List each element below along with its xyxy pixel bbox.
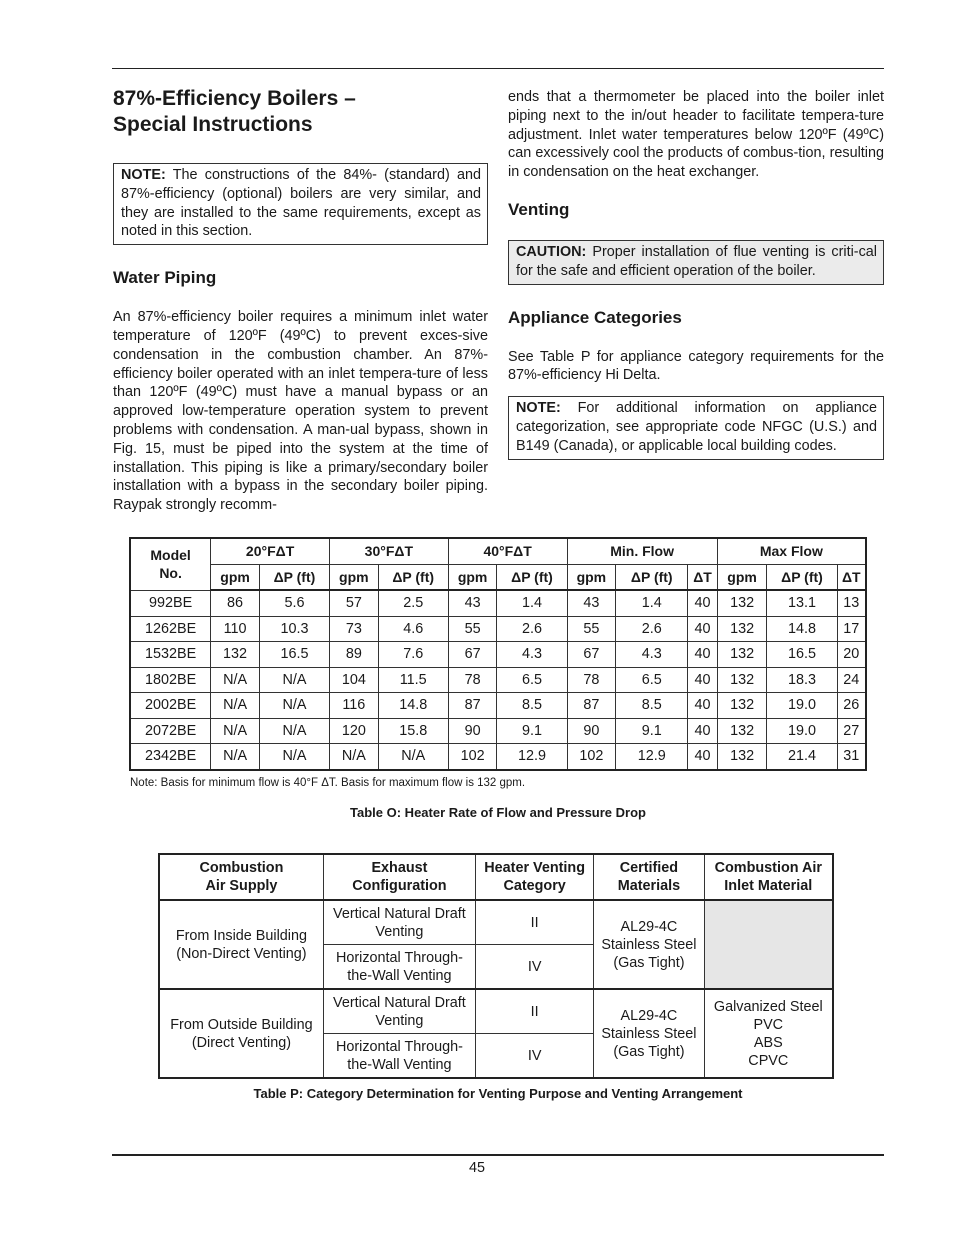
value-cell: 78 bbox=[448, 667, 497, 693]
table-row bbox=[130, 642, 866, 668]
value-cell: 67 bbox=[567, 642, 616, 668]
left-column bbox=[113, 86, 488, 515]
value-cell: 15.8 bbox=[378, 718, 448, 744]
value-cell: 132 bbox=[717, 693, 767, 719]
flow-table-body bbox=[130, 590, 866, 770]
col-header: Combustion Air Inlet Material bbox=[704, 854, 833, 900]
value-cell: 132 bbox=[717, 616, 767, 642]
value-cell: 78 bbox=[567, 667, 616, 693]
value-cell: 1.4 bbox=[497, 590, 567, 616]
note-label-2: NOTE: bbox=[516, 400, 561, 417]
value-cell: 102 bbox=[448, 744, 497, 770]
water-piping-title: Water Piping bbox=[113, 268, 217, 288]
value-cell: N/A bbox=[211, 667, 260, 693]
value-cell: 110 bbox=[211, 616, 260, 642]
value-cell: 132 bbox=[211, 642, 260, 668]
col-header: Combustion Air Supply bbox=[159, 854, 323, 900]
table-row bbox=[130, 718, 866, 744]
value-cell: 9.1 bbox=[497, 718, 567, 744]
appliance-categories-title: Appliance Categories bbox=[508, 307, 682, 327]
value-cell: 40 bbox=[688, 693, 717, 719]
venting-category-table bbox=[158, 853, 834, 1079]
value-cell: 1.4 bbox=[616, 590, 688, 616]
flow-table-group-header bbox=[130, 538, 866, 564]
value-cell: 132 bbox=[717, 667, 767, 693]
category-cell: II bbox=[476, 900, 594, 945]
model-cell: 2002BE bbox=[130, 693, 211, 719]
value-cell: 43 bbox=[448, 590, 497, 616]
value-cell: 40 bbox=[688, 667, 717, 693]
water-piping-continued: ends that a thermometer be placed into the boiler inlet piping next to the in/out header to facilitate tempera-ture adjustment. Inlet water temperatures below 120ºF (49ºC) can excessively cool the products of combus-tion, resulting in condensation on the heat exchanger. bbox=[508, 89, 884, 181]
value-cell: 90 bbox=[448, 718, 497, 744]
value-cell: 16.5 bbox=[259, 642, 329, 668]
caution-box bbox=[508, 240, 884, 285]
value-cell: N/A bbox=[259, 693, 329, 719]
table-row bbox=[159, 989, 833, 1034]
note-text-2: For additional information on appliance categorization, see appropriate code NFGC (U.S.) and B149 (Canada), or applicable local building codes. bbox=[516, 400, 877, 454]
value-cell: 73 bbox=[329, 616, 378, 642]
category-cell: IV bbox=[476, 945, 594, 990]
value-cell: 4.3 bbox=[497, 642, 567, 668]
value-cell: N/A bbox=[211, 744, 260, 770]
model-cell: 1262BE bbox=[130, 616, 211, 642]
model-cell: 992BE bbox=[130, 590, 211, 616]
table-row bbox=[130, 590, 866, 616]
value-cell: 55 bbox=[448, 616, 497, 642]
value-cell: 120 bbox=[329, 718, 378, 744]
value-cell: N/A bbox=[378, 744, 448, 770]
value-cell: N/A bbox=[259, 667, 329, 693]
value-cell: 2.6 bbox=[497, 616, 567, 642]
value-cell: 4.6 bbox=[378, 616, 448, 642]
value-cell: 12.9 bbox=[616, 744, 688, 770]
model-cell: 2072BE bbox=[130, 718, 211, 744]
page-heading: 87%-Efficiency Boilers – Special Instructions bbox=[113, 87, 356, 136]
exhaust-cell: Horizontal Through- the-Wall Venting bbox=[323, 945, 475, 990]
value-cell: 27 bbox=[837, 718, 866, 744]
value-cell: 7.6 bbox=[378, 642, 448, 668]
value-cell: 16.5 bbox=[767, 642, 837, 668]
value-cell: 89 bbox=[329, 642, 378, 668]
value-cell: 40 bbox=[688, 744, 717, 770]
value-cell: 13.1 bbox=[767, 590, 837, 616]
sub-header: gpm bbox=[211, 564, 260, 590]
model-header: Model No. bbox=[130, 538, 211, 590]
value-cell: 43 bbox=[567, 590, 616, 616]
exhaust-cell: Vertical Natural Draft Venting bbox=[323, 900, 475, 945]
value-cell: 24 bbox=[837, 667, 866, 693]
sub-header: ΔP (ft) bbox=[616, 564, 688, 590]
caution-label: CAUTION: bbox=[516, 243, 587, 260]
group-header: 20°FΔT bbox=[211, 538, 330, 564]
col-header: Certified Materials bbox=[594, 854, 704, 900]
value-cell: 132 bbox=[717, 718, 767, 744]
value-cell: N/A bbox=[259, 718, 329, 744]
right-column bbox=[508, 88, 884, 460]
model-cell: 1532BE bbox=[130, 642, 211, 668]
note-box-categorization bbox=[508, 396, 884, 459]
value-cell: 40 bbox=[688, 590, 717, 616]
materials-cell: AL29-4C Stainless Steel (Gas Tight) bbox=[594, 989, 704, 1078]
air-supply-cell: From Inside Building (Non-Direct Venting) bbox=[159, 900, 323, 989]
sub-header: ΔP (ft) bbox=[767, 564, 837, 590]
value-cell: N/A bbox=[329, 744, 378, 770]
value-cell: 14.8 bbox=[767, 616, 837, 642]
model-cell: 1802BE bbox=[130, 667, 211, 693]
sub-header: gpm bbox=[329, 564, 378, 590]
table-p-caption: Table P: Category Determination for Venting Purpose and Venting Arrangement bbox=[253, 1086, 743, 1101]
value-cell: 6.5 bbox=[616, 667, 688, 693]
value-cell: 18.3 bbox=[767, 667, 837, 693]
table-o-caption: Table O: Heater Rate of Flow and Pressure Drop bbox=[350, 805, 646, 820]
value-cell: 2.5 bbox=[378, 590, 448, 616]
value-cell: 67 bbox=[448, 642, 497, 668]
value-cell: 132 bbox=[717, 642, 767, 668]
exhaust-cell: Vertical Natural Draft Venting bbox=[323, 989, 475, 1034]
value-cell: 17 bbox=[837, 616, 866, 642]
flow-table-note: Note: Basis for minimum flow is 40°F ΔT. Basis for maximum flow is 132 gpm. bbox=[130, 777, 526, 789]
flow-table bbox=[129, 537, 867, 771]
sub-header: ΔT bbox=[688, 564, 717, 590]
note-box-constructions bbox=[113, 163, 488, 245]
sub-header: gpm bbox=[448, 564, 497, 590]
page-number: 45 bbox=[468, 1160, 485, 1176]
value-cell: 87 bbox=[448, 693, 497, 719]
table-row bbox=[130, 667, 866, 693]
value-cell: 11.5 bbox=[378, 667, 448, 693]
venting-title: Venting bbox=[508, 199, 570, 219]
value-cell: 40 bbox=[688, 616, 717, 642]
group-header: 40°FΔT bbox=[448, 538, 567, 564]
value-cell: 4.3 bbox=[616, 642, 688, 668]
sub-header: ΔP (ft) bbox=[259, 564, 329, 590]
venting-table-header bbox=[159, 854, 833, 900]
value-cell: 10.3 bbox=[259, 616, 329, 642]
sub-header: ΔP (ft) bbox=[378, 564, 448, 590]
value-cell: 13 bbox=[837, 590, 866, 616]
value-cell: 2.6 bbox=[616, 616, 688, 642]
col-header: Heater Venting Category bbox=[476, 854, 594, 900]
inlet-material-cell-empty bbox=[704, 900, 833, 989]
table-row bbox=[159, 900, 833, 945]
category-cell: IV bbox=[476, 1034, 594, 1079]
value-cell: 8.5 bbox=[616, 693, 688, 719]
value-cell: 40 bbox=[688, 718, 717, 744]
top-rule bbox=[112, 68, 884, 69]
caution-text: Proper installation of flue venting is criti-cal for the safe and efficient operation of the boiler. bbox=[516, 243, 877, 279]
value-cell: 102 bbox=[567, 744, 616, 770]
sub-header: gpm bbox=[717, 564, 767, 590]
sub-header: ΔP (ft) bbox=[497, 564, 567, 590]
value-cell: 40 bbox=[688, 642, 717, 668]
bottom-rule bbox=[112, 1154, 884, 1156]
value-cell: 20 bbox=[837, 642, 866, 668]
value-cell: 9.1 bbox=[616, 718, 688, 744]
value-cell: 26 bbox=[837, 693, 866, 719]
value-cell: 132 bbox=[717, 744, 767, 770]
value-cell: 116 bbox=[329, 693, 378, 719]
value-cell: 21.4 bbox=[767, 744, 837, 770]
note-text: The constructions of the 84%- (standard) and 87%-efficiency (optional) boilers are very similar, and they are installed to the same requirements, except as noted in this section. bbox=[121, 167, 481, 240]
value-cell: 90 bbox=[567, 718, 616, 744]
value-cell: N/A bbox=[259, 744, 329, 770]
group-header: Max Flow bbox=[717, 538, 866, 564]
col-header: Exhaust Configuration bbox=[323, 854, 475, 900]
value-cell: 8.5 bbox=[497, 693, 567, 719]
sub-header: gpm bbox=[567, 564, 616, 590]
inlet-material-cell: Galvanized Steel PVC ABS CPVC bbox=[704, 989, 833, 1078]
value-cell: 19.0 bbox=[767, 718, 837, 744]
value-cell: 5.6 bbox=[259, 590, 329, 616]
materials-cell: AL29-4C Stainless Steel (Gas Tight) bbox=[594, 900, 704, 989]
water-piping-paragraph: An 87%-efficiency boiler requires a minimum inlet water temperature of 120ºF (49ºC) to prevent exces-sive condensation in the combustion chamber. An 87%-efficiency boiler operated with an inlet tempera-ture of less than 120ºF (49ºC) must have a manual bypass or an approved low-temperature operation system to prevent problems with condensation. A man-ual bypass, shown in Fig. 15, must be piped into the system at the time of installation. This piping is like a primary/secondary boiler installation with a bypass in the secondary boiler piping. Raypak strongly recomm- bbox=[113, 309, 488, 514]
value-cell: 12.9 bbox=[497, 744, 567, 770]
air-supply-cell: From Outside Building (Direct Venting) bbox=[159, 989, 323, 1078]
category-cell: II bbox=[476, 989, 594, 1034]
value-cell: N/A bbox=[211, 718, 260, 744]
table-row bbox=[130, 616, 866, 642]
sub-header: ΔT bbox=[837, 564, 866, 590]
value-cell: 104 bbox=[329, 667, 378, 693]
value-cell: 86 bbox=[211, 590, 260, 616]
value-cell: 6.5 bbox=[497, 667, 567, 693]
appliance-paragraph: See Table P for appliance category requirements for the 87%-efficiency Hi Delta. bbox=[508, 348, 884, 384]
group-header: 30°FΔT bbox=[329, 538, 448, 564]
exhaust-cell: Horizontal Through- the-Wall Venting bbox=[323, 1034, 475, 1079]
value-cell: 31 bbox=[837, 744, 866, 770]
model-cell: 2342BE bbox=[130, 744, 211, 770]
value-cell: 87 bbox=[567, 693, 616, 719]
value-cell: 14.8 bbox=[378, 693, 448, 719]
note-label: NOTE: bbox=[121, 167, 166, 183]
value-cell: 132 bbox=[717, 590, 767, 616]
value-cell: 57 bbox=[329, 590, 378, 616]
value-cell: 19.0 bbox=[767, 693, 837, 719]
group-header: Min. Flow bbox=[567, 538, 717, 564]
flow-table-sub-header bbox=[130, 564, 866, 590]
value-cell: 55 bbox=[567, 616, 616, 642]
table-row bbox=[130, 693, 866, 719]
value-cell: N/A bbox=[211, 693, 260, 719]
table-row bbox=[130, 744, 866, 770]
